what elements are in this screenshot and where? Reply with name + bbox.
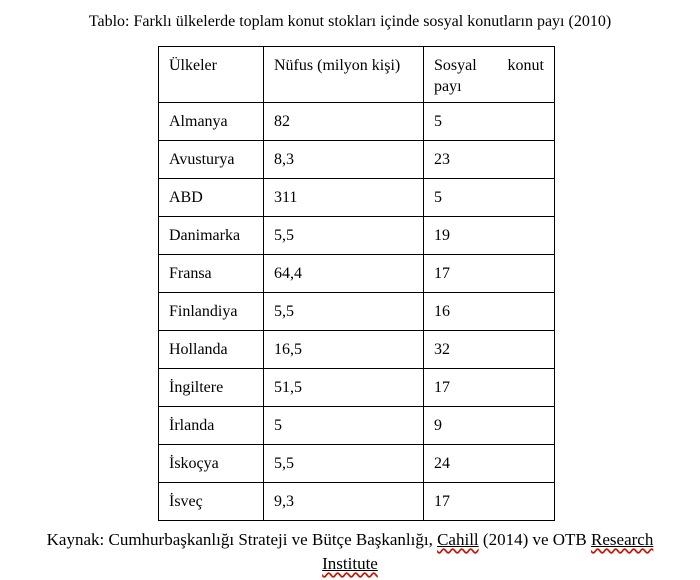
underlined-institute: Institute (322, 554, 378, 573)
country-cell: İngiltere (159, 369, 264, 407)
table-row (159, 483, 555, 521)
col-header-social-share-line1 (434, 55, 544, 76)
population-cell: 5,5 (264, 293, 424, 331)
share-cell: 17 (424, 255, 555, 293)
table-row (159, 141, 555, 179)
underlined-research: Research (591, 530, 654, 549)
share-cell: 23 (424, 141, 555, 179)
country-cell: ABD (159, 179, 264, 217)
social-housing-table (158, 46, 555, 521)
country-cell: Fransa (159, 255, 264, 293)
source-line-2 (0, 552, 700, 576)
share-header-word2: konut (507, 57, 544, 74)
country-cell: İsveç (159, 483, 264, 521)
share-cell: 16 (424, 293, 555, 331)
table-caption: Tablo: Farklı ülkelerde toplam konut stokları içinde sosyal konutların payı (2010) (88, 13, 612, 30)
population-cell: 16,5 (264, 331, 424, 369)
table-row (159, 103, 555, 141)
population-cell: 5,5 (264, 445, 424, 483)
country-cell: Almanya (159, 103, 264, 141)
table-row (159, 255, 555, 293)
col-header-social-share (424, 47, 555, 103)
table-row (159, 293, 555, 331)
share-cell: 5 (424, 179, 555, 217)
table-row (159, 445, 555, 483)
table-row (159, 407, 555, 445)
share-cell: 19 (424, 217, 555, 255)
population-cell: 64,4 (264, 255, 424, 293)
share-cell: 24 (424, 445, 555, 483)
share-cell: 5 (424, 103, 555, 141)
col-header-countries: Ülkeler (159, 47, 264, 103)
source-prefix: Kaynak: Cumhurbaşkanlığı Strateji ve Bütçe Başkanlığı, (46, 530, 438, 549)
population-cell: 82 (264, 103, 424, 141)
population-cell: 9,3 (264, 483, 424, 521)
header-row (159, 47, 555, 103)
table-row (159, 179, 555, 217)
population-cell: 5,5 (264, 217, 424, 255)
col-header-population: Nüfus (milyon kişi) (264, 47, 424, 103)
table-row (159, 217, 555, 255)
share-header-word1: Sosyal (434, 57, 477, 74)
population-cell: 51,5 (264, 369, 424, 407)
country-cell: İskoçya (159, 445, 264, 483)
country-cell: Finlandiya (159, 293, 264, 331)
population-cell: 8,3 (264, 141, 424, 179)
source-middle: (2014) ve OTB (478, 530, 592, 549)
share-cell: 32 (424, 331, 555, 369)
share-cell: 17 (424, 369, 555, 407)
country-cell: Avusturya (159, 141, 264, 179)
country-cell: Hollanda (159, 331, 264, 369)
underlined-cahill: Cahill (437, 530, 479, 549)
country-cell: Danimarka (159, 217, 264, 255)
share-cell: 9 (424, 407, 555, 445)
table-row (159, 331, 555, 369)
share-header-line2: payı (434, 78, 462, 95)
country-cell: İrlanda (159, 407, 264, 445)
population-cell: 5 (264, 407, 424, 445)
source-line-1 (0, 528, 700, 552)
population-cell: 311 (264, 179, 424, 217)
share-cell: 17 (424, 483, 555, 521)
table-row (159, 369, 555, 407)
source-note (0, 528, 700, 576)
